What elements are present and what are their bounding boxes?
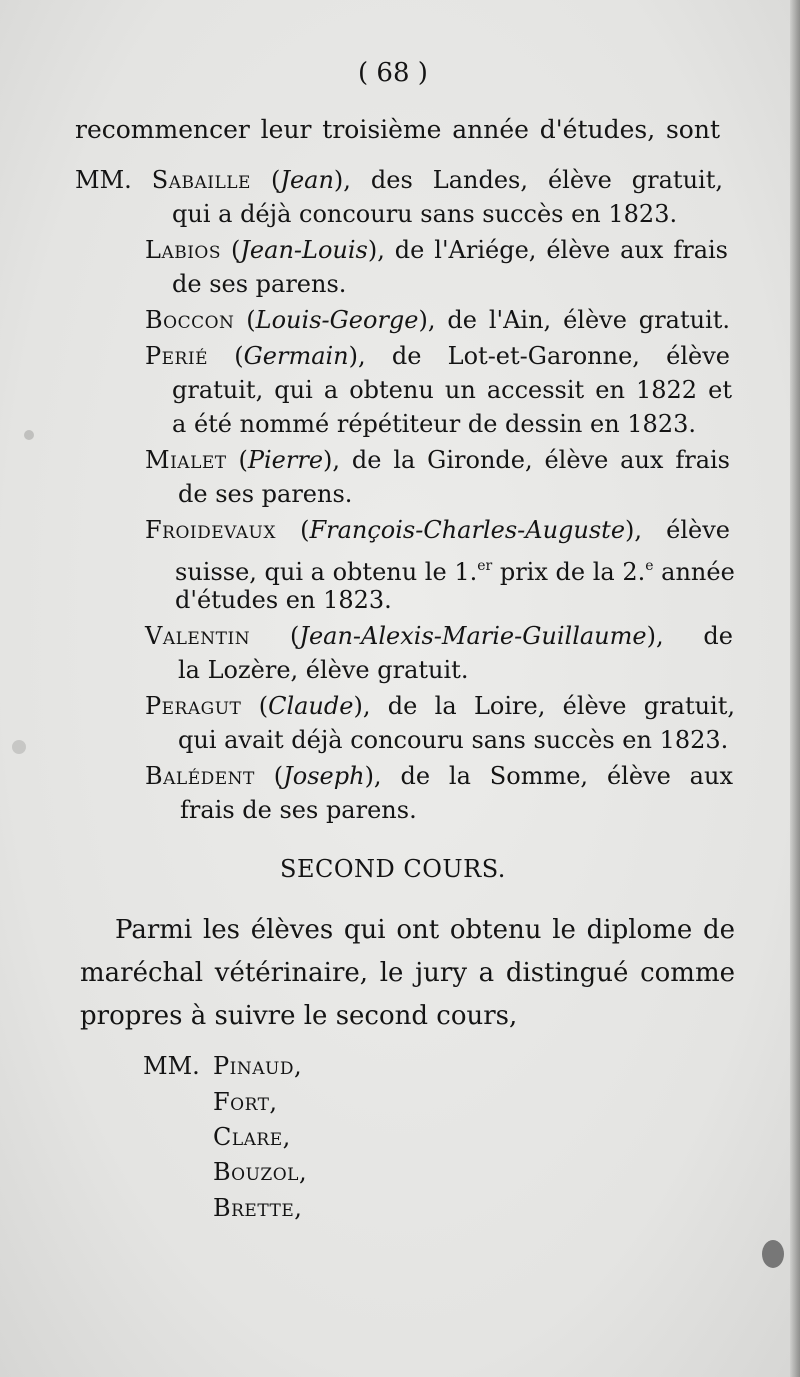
entry-continuation: qui a déjà concouru sans succès en 1823. [172, 200, 678, 228]
entry-boccon: Boccon (Louis-George), de l'Ain, élève gratuit. [145, 306, 731, 334]
mm-label: MM. [143, 1052, 200, 1080]
entry-details: ), de la Loire, élève gratuit, [353, 692, 735, 720]
entry-text: suisse, qui a obtenu le 1. [175, 558, 478, 586]
entry-continuation: de ses parens. [172, 270, 347, 298]
entry-continuation: de ses parens. [178, 480, 353, 508]
list-item: Pinaud, [213, 1052, 303, 1080]
entry-labios: Labios (Jean-Louis), de l'Ariége, élève aux frais [145, 236, 728, 264]
entry-name: Labios [145, 236, 222, 264]
entry-name: Perié [145, 342, 208, 370]
entry-given-name: Joseph [283, 762, 365, 790]
ink-spot [762, 1240, 784, 1268]
entry-given-name: Jean-Louis [240, 236, 368, 264]
entry-continuation [175, 550, 733, 588]
list-item: Clare, [213, 1123, 291, 1151]
entry-continuation: la Lozère, élève gratuit. [178, 656, 469, 684]
page-number: ( 68 ) [358, 58, 428, 88]
entry-details: ), des Landes, élève gratuit, [333, 166, 723, 194]
entry-name: Boccon [145, 306, 235, 334]
page-edge [790, 0, 800, 1377]
entry-mialet: Mialet (Pierre), de la Gironde, élève aux frais [145, 446, 730, 474]
entry-given-name: François-Charles-Auguste [309, 516, 626, 544]
entry-name: Balédent [145, 762, 255, 790]
entry-given-name: Claude [268, 692, 354, 720]
entry-continuation: frais de ses parens. [180, 796, 417, 824]
entry-text: prix de la 2. [492, 558, 646, 586]
ink-spot [12, 740, 26, 754]
entry-froidevaux: Froidevaux (François-Charles-Auguste), élève [145, 516, 730, 544]
entry-name: Froidevaux [145, 516, 276, 544]
entry-peragut: Peragut (Claude), de la Loire, élève gratuit, [145, 692, 735, 720]
entry-text: année [653, 558, 735, 586]
entry-valentin: Valentin (Jean-Alexis-Marie-Guillaume), de [145, 622, 733, 650]
superscript: er [477, 558, 493, 574]
paragraph-line: Parmi les élèves qui ont obtenu le diplome de [115, 915, 735, 945]
list-item: Fort, [213, 1088, 278, 1116]
entry-sabaille: MM. Sabaille (Jean), des Landes, élève gratuit, [75, 166, 723, 194]
entry-details: ), de Lot-et-Garonne, élève [348, 342, 730, 370]
entry-details: ), de la Somme, élève aux [364, 762, 733, 790]
entry-details: ), de l'Ariége, élève aux frais [367, 236, 728, 264]
entry-given-name: Jean [280, 166, 334, 194]
entry-name: Mialet [145, 446, 227, 474]
entry-given-name: Louis-George [255, 306, 419, 334]
entry-continuation: qui avait déjà concouru sans succès en 1823. [178, 726, 729, 754]
entry-perie: Perié (Germain), de Lot-et-Garonne, élève [145, 342, 730, 370]
entry-given-name: Pierre [247, 446, 324, 474]
superscript: e [645, 558, 654, 574]
entry-continuation: a été nommé répétiteur de dessin en 1823. [172, 410, 696, 438]
list-item: Brette, [213, 1194, 303, 1222]
entry-details: ), de la Gironde, élève aux frais [323, 446, 730, 474]
list-item: Bouzol, [213, 1158, 308, 1186]
entry-details: ), de [646, 622, 733, 650]
entry-continuation: gratuit, qui a obtenu un accessit en 1822 et [172, 376, 732, 404]
entry-given-name: Jean-Alexis-Marie-Guillaume [299, 622, 647, 650]
entry-name: Valentin [145, 622, 251, 650]
intro-line: recommencer leur troisième année d'études, sont [75, 115, 720, 144]
section-heading: SECOND COURS. [280, 855, 506, 883]
entry-details: ), élève [625, 516, 730, 544]
paragraph-line: maréchal vétérinaire, le jury a distingué comme [80, 958, 735, 988]
entry-details: ), de l'Ain, élève gratuit. [418, 306, 731, 334]
entry-continuation: d'études en 1823. [175, 586, 392, 614]
entry-name: Peragut [145, 692, 242, 720]
mm-label: MM. [75, 166, 132, 194]
paragraph-line: propres à suivre le second cours, [80, 1001, 518, 1031]
ink-spot [24, 430, 34, 440]
entry-baledent: Balédent (Joseph), de la Somme, élève aux [145, 762, 733, 790]
entry-given-name: Germain [243, 342, 349, 370]
entry-name: Sabaille [151, 166, 251, 194]
